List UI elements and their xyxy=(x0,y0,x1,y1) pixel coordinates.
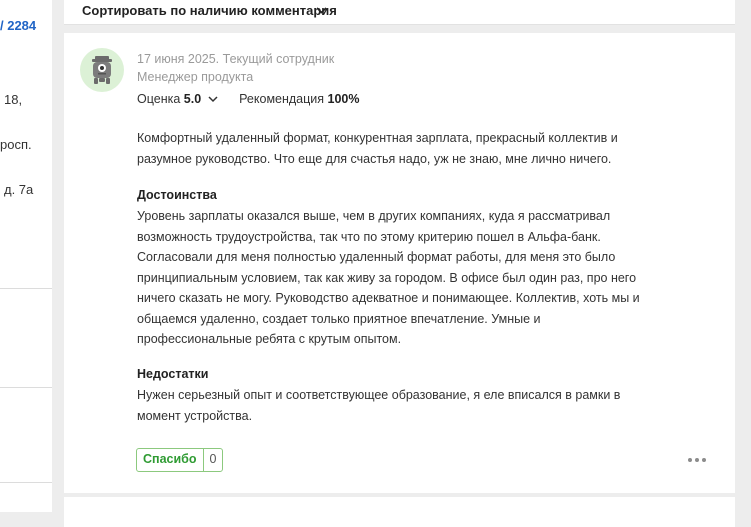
left-panel-text: росп. xyxy=(0,137,32,152)
pros-text xyxy=(137,206,657,350)
left-panel-text: д. 7а xyxy=(4,182,34,197)
text-line: ничего сказать не могу. Руководство адекватное и понимающее. Коллектив, хоть мы и xyxy=(137,291,640,305)
left-panel-link[interactable]: / 2284 xyxy=(0,18,37,33)
sort-bar[interactable] xyxy=(64,0,735,25)
cons-title: Недостатки xyxy=(137,367,209,381)
text-line: общаемся удаленно, создает только приятное впечатление. Умные и xyxy=(137,311,541,326)
avatar-mascot-icon xyxy=(80,48,124,92)
text-line: профессиональные ребята с крутым опытом. xyxy=(137,332,402,346)
left-panel xyxy=(0,0,52,512)
divider xyxy=(0,387,52,388)
chevron-down-icon[interactable] xyxy=(208,96,218,103)
text-line: принципиальным условием, так как живу за городом. В офисе был один раз, про него xyxy=(137,270,637,285)
divider xyxy=(0,482,52,483)
text-line: Согласовали для меня полностью удаленный формат работы, для меня это было xyxy=(137,250,616,264)
avatar xyxy=(80,48,124,92)
review-date: 17 июня 2025. Текущий сотрудник xyxy=(137,52,335,66)
rating-row xyxy=(137,92,360,106)
chevron-down-icon[interactable] xyxy=(316,7,327,14)
text-line: Комфортный удаленный формат, конкурентная зарплата, прекрасный коллектив и xyxy=(137,131,618,145)
thanks-button[interactable] xyxy=(136,448,223,472)
recommend-label: Рекомендация xyxy=(239,92,325,106)
sort-label[interactable]: Сортировать по наличию комментария xyxy=(82,3,337,18)
review-position: Менеджер продукта xyxy=(137,70,254,84)
more-dots-icon[interactable] xyxy=(688,457,706,463)
rating-label: Оценка xyxy=(137,92,181,106)
left-panel-text: 18, xyxy=(4,92,23,107)
review-card xyxy=(64,33,735,493)
rating-value[interactable]: 5.0 xyxy=(183,92,202,106)
thanks-count: 0 xyxy=(203,449,223,471)
divider xyxy=(0,288,52,289)
review-summary xyxy=(137,128,657,169)
text-line: момент устройства. xyxy=(137,408,253,423)
cons-text xyxy=(137,385,657,426)
text-line: Уровень зарплаты оказался выше, чем в других компаниях, куда я рассматривал xyxy=(137,209,611,223)
recommend-value: 100% xyxy=(327,92,360,106)
pros-title: Достоинства xyxy=(137,188,217,202)
text-line: Нужен серьезный опыт и соответствующее образование, я еле вписался в рамки в xyxy=(137,388,621,402)
text-line: возможность трудоустройства, так что по этому критерию пошел в Альфа-банк. xyxy=(137,229,601,244)
text-line: разумное руководство. Что еще для счастья надо, уж не знаю, мне лично ничего. xyxy=(137,151,612,166)
thanks-label[interactable]: Спасибо xyxy=(143,452,197,466)
next-review-card xyxy=(64,497,735,527)
